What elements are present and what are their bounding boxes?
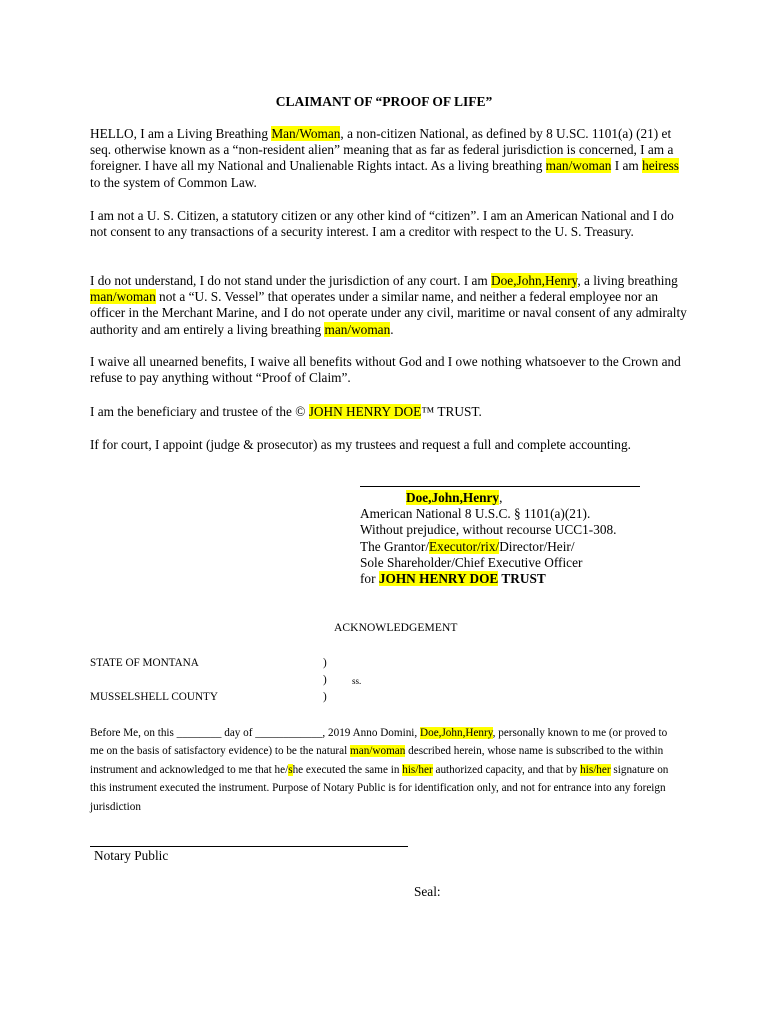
text: TRUST: [498, 571, 546, 587]
highlight-his-her: his/her: [580, 763, 611, 776]
highlight-executor: Executor/rix/: [429, 538, 500, 554]
highlight-trust-name: JOHN HENRY DOE: [378, 571, 499, 587]
highlight-man-woman: man/woman: [545, 158, 612, 174]
text: I am the beneficiary and trustee of the ©: [90, 404, 309, 419]
text: to the system of Common Law.: [90, 174, 257, 190]
paragraph-not-us-citizen: [90, 208, 690, 240]
text: The Grantor/: [360, 538, 430, 554]
state-label: STATE OF MONTANA: [90, 657, 199, 669]
text: I waive all unearned benefits, I waive all benefits without God and I owe nothing whatsoever to the Crown and refuse to pay anything without “Proof of Claim”.: [90, 354, 681, 386]
highlight-man-woman: Man/Woman: [271, 126, 341, 141]
signature-line-1: American National 8 U.S.C. § 1101(a)(21).: [360, 506, 591, 522]
text: I do not understand, I do not stand under the jurisdiction of any court. I am: [90, 273, 492, 288]
highlight-name: Doe,John,Henry: [491, 273, 578, 288]
highlight-man-woman: man/woman: [324, 321, 391, 337]
text: for: [360, 571, 379, 587]
paragraph-jurisdiction: [90, 273, 690, 338]
paren: ): [323, 657, 327, 669]
notary-signature-line: [90, 846, 408, 847]
highlight-trust-name: JOHN HENRY DOE: [308, 404, 422, 419]
text: .: [390, 321, 394, 337]
signature-line: [360, 486, 640, 487]
county-label: MUSSELSHELL COUNTY: [90, 691, 218, 703]
acknowledgement-title: ACKNOWLEDGEMENT: [334, 622, 458, 634]
text: ,: [499, 490, 503, 505]
text: described herein, whose name is subscribed to the within instrument and acknowledged to me that he/: [90, 745, 664, 776]
text: , a living breathing: [577, 273, 678, 288]
text: signature on this instrument executed the instrument. Purpose of Notary Public is for identification only, and not for entrance into any foreign jurisdiction: [90, 763, 669, 813]
highlight-man-woman: man/woman: [350, 745, 406, 758]
paragraph-waive-benefits: [90, 354, 690, 386]
text: Before Me, on this ________ day of ____________, 2019 Anno Domini,: [90, 727, 421, 739]
ss-label: ss.: [352, 676, 362, 686]
highlight-name: Doe,John,Henry: [420, 727, 493, 739]
acknowledgement-paragraph: [90, 724, 680, 816]
paragraph-living-breathing: [90, 126, 690, 191]
signature-name: Doe,John,Henry: [406, 490, 500, 505]
text: authorized capacity, and that by: [432, 763, 581, 776]
signature-line-5: [360, 571, 616, 587]
signature-line-3: [360, 539, 616, 555]
text: I am not a U. S. Citizen, a statutory citizen or any other kind of “citizen”. I am an American National and I do not consent to any transactions of a security interest. I am a creditor with respect to the U. S. Treasury.: [90, 208, 674, 240]
text: I am: [611, 158, 643, 174]
text: HELLO, I am a Living Breathing: [90, 126, 272, 141]
text: Director/Heir/: [499, 538, 575, 554]
text: not a “U. S. Vessel” that operates under a similar name, and neither a federal employee nor an officer in the Merchant Marine, and I do not operate under any civil, maritime or naval consent of any admiralty authority and am entirely a living breathing: [90, 289, 687, 337]
paragraph-beneficiary: [90, 404, 690, 420]
paren: ): [323, 691, 327, 703]
signature-block: [360, 490, 616, 587]
highlight-heiress: heiress: [642, 158, 679, 174]
seal-label: Seal:: [414, 884, 441, 899]
text: ™ TRUST.: [421, 404, 482, 419]
highlight-man-woman: man/woman: [90, 289, 156, 305]
paren: ): [323, 674, 327, 686]
paragraph-court-trustees: [90, 437, 690, 453]
signature-line-2: Without prejudice, without recourse UCC1-308.: [360, 522, 617, 538]
document-title: CLAIMANT OF “PROOF OF LIFE”: [275, 94, 493, 109]
text: If for court, I appoint (judge & prosecutor) as my trustees and request a full and complete accounting.: [90, 437, 631, 452]
highlight-his-her: his/her: [402, 763, 433, 776]
text: , personally known to me (or proved to me on the basis of satisfactory evidence) to be the natural: [90, 727, 668, 758]
text: , a non-citizen National, as defined by 8 U.SC. 1101(a) (21) et seq. otherwise known as a “non-resident alien” meaning that as far as federal jurisdiction is concerned, I am a foreigner. I have all my National and Unalienable Rights intact. As a living breathing: [90, 126, 674, 174]
text: he executed the same in: [292, 763, 403, 776]
signature-line-4: Sole Shareholder/Chief Executive Officer: [360, 554, 583, 570]
highlight-s: s: [288, 763, 293, 776]
notary-public-label: Notary Public: [94, 848, 169, 863]
